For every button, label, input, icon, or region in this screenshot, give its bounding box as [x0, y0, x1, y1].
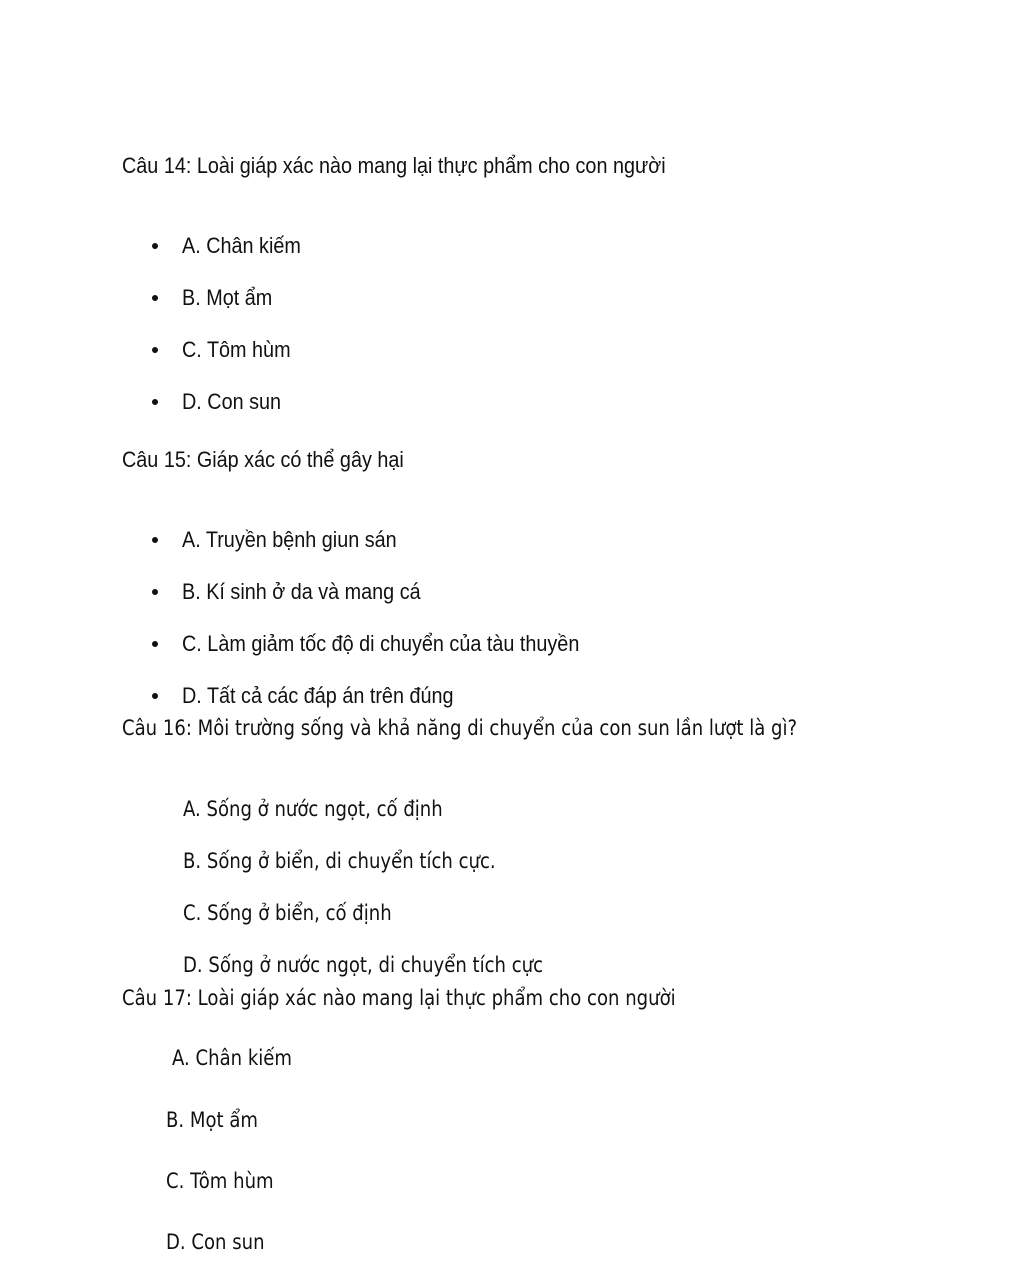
option-a: A. Chân kiếm [172, 1046, 293, 1070]
bullet-icon [152, 295, 158, 301]
question-title: Câu 15: Giáp xác có thể gây hại [122, 447, 404, 472]
option-a: A. Chân kiếm [182, 233, 301, 258]
bullet-icon [152, 537, 158, 543]
option-b: B. Mọt ẩm [166, 1108, 258, 1132]
bullet-icon [152, 243, 158, 249]
option-d: D. Sống ở nước ngọt, di chuyển tích cực [183, 953, 544, 977]
option-c: C. Sống ở biển, cố định [183, 901, 392, 925]
option-c: C. Tôm hùm [166, 1169, 274, 1193]
option-d: D. Tất cả các đáp án trên đúng [182, 683, 454, 708]
option-c: C. Tôm hùm [182, 337, 291, 362]
bullet-icon [152, 347, 158, 353]
question-title: Câu 14: Loài giáp xác nào mang lại thực phẩm cho con người [122, 153, 666, 178]
bullet-icon [152, 693, 158, 699]
bullet-icon [152, 589, 158, 595]
option-b: B. Sống ở biển, di chuyển tích cực. [183, 849, 496, 873]
option-d: D. Con sun [182, 389, 282, 414]
question-title: Câu 17: Loài giáp xác nào mang lại thực phẩm cho con người [122, 986, 676, 1010]
option-b: B. Mọt ẩm [182, 285, 273, 310]
option-a: A. Sống ở nước ngọt, cố định [183, 797, 443, 821]
option-c: C. Làm giảm tốc độ di chuyển của tàu thuyền [182, 631, 580, 656]
option-d: D. Con sun [166, 1230, 265, 1254]
question-title: Câu 16: Môi trường sống và khả năng di chuyển của con sun lần lượt là gì? [122, 716, 798, 740]
option-b: B. Kí sinh ở da và mang cá [182, 579, 421, 604]
option-a: A. Truyền bệnh giun sán [182, 527, 397, 552]
bullet-icon [152, 641, 158, 647]
bullet-icon [152, 399, 158, 405]
